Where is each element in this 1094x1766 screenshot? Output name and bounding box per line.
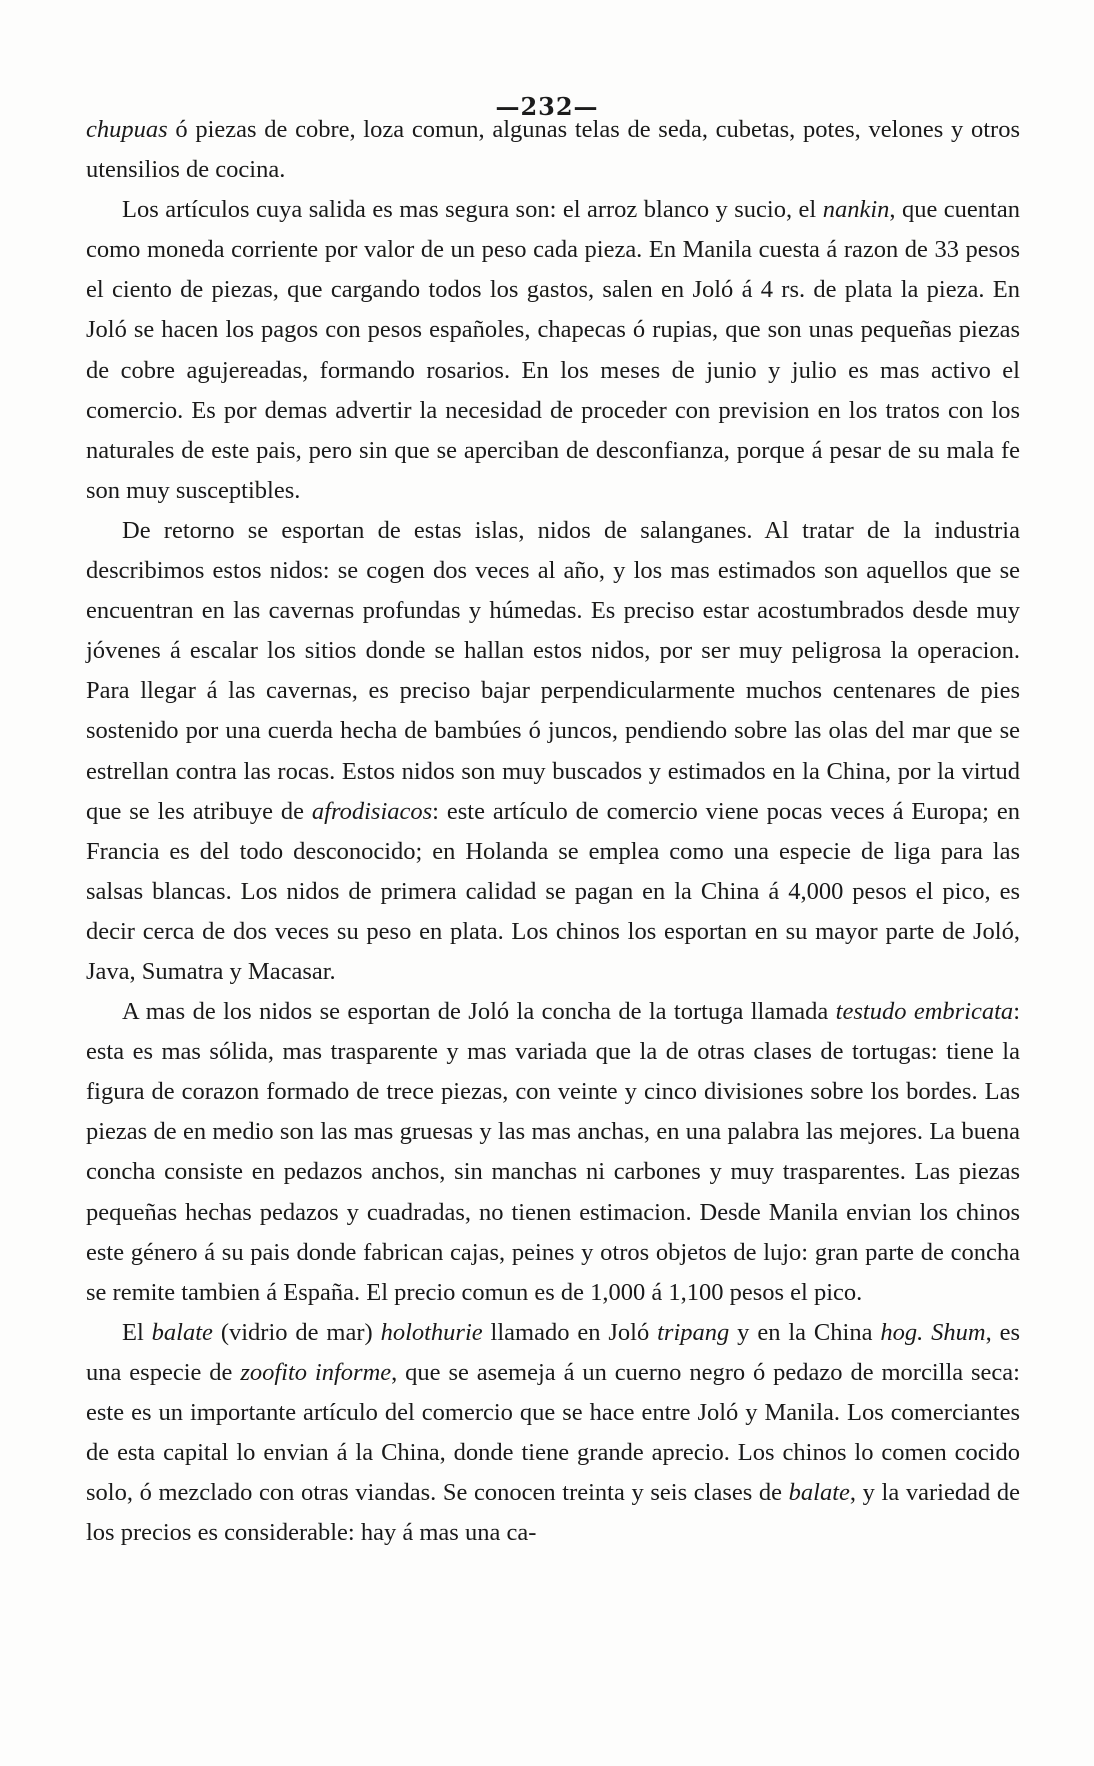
text-run: , y la variedad de los precios es considerable: hay á mas una ca- [86,1479,1020,1547]
italic-term: testudo embricata [835,998,1014,1026]
italic-term: nankin [822,196,890,224]
paragraph [86,190,1020,511]
text-run: llamado en Joló [482,1318,658,1346]
paragraph [86,511,1020,992]
text-run: : este artículo de comercio viene pocas veces á Europa; en Francia es del todo desconocido; en Holanda se emplea como una especie de liga para las salsas blancas. Los nidos de primera calidad se pagan en la China á 4,000 pesos el pico, es decir cerca de dos veces su peso en plata. Los chinos los esportan en su mayor parte de Joló, Java, Sumatra y Macasar. [86,797,1020,985]
text-run: A mas de los nidos se esportan de Joló la concha de la tortuga llamada [122,998,836,1026]
text-run: ó piezas de cobre, loza comun, algunas telas de seda, cubetas, potes, velones y otros utensilios de cocina. [86,116,1020,184]
text-run: El [122,1318,152,1346]
italic-term: hog. Shum [880,1318,986,1346]
italic-term: chupuas [86,116,168,143]
page-number: —232— [495,92,599,121]
text-run: , que cuentan como moneda corriente por valor de un peso cada pieza. En Manila cuesta á razon de 33 pesos el ciento de piezas, que cargando todos los gastos, salen en Joló á 4 rs. de plata la pieza. En Joló se hacen los pagos con pesos españoles, chapecas ó rupias, que son unas pequeñas piezas de cobre agujereadas, formando rosarios. En los meses de junio y julio es mas activo el comercio. Es por demas advertir la necesidad de proceder con prevision en los tratos con los naturales de este pais, pero sin que se aperciban de desconfianza, porque á pesar de su mala fe son muy susceptibles. [86,196,1020,504]
text-run: De retorno se esportan de estas islas, nidos de salanganes. Al tratar de la industria describimos estos nidos: se cogen dos veces al año, y los mas estimados son aquellos que se encuentran en las cavernas profundas y húmedas. Es preciso estar acostumbrados desde muy jóvenes á escalar los sitios donde se hallan estos nidos, por ser muy peligrosa la operacion. Para llegar á las cavernas, es preciso bajar perpendicularmente muchos centenares de pies sostenido por una cuerda hecha de bambúes ó juncos, pendiendo sobre las olas del mar que se estrellan contra las rocas. Estos nidos son muy buscados y estimados en la China, por la virtud que se les atribuye de [86,516,1020,825]
text-run: Los artículos cuya salida es mas segura son: el arroz blanco y sucio, el [122,196,823,224]
paragraph [86,110,1020,190]
italic-term: zoofito informe [240,1358,392,1386]
body-text [86,110,1020,1553]
text-run: , es una especie de [86,1318,1020,1386]
text-run: y en la China [729,1318,881,1346]
paragraph [86,1313,1020,1554]
italic-term: afrodisiacos [311,797,433,825]
italic-term: balate [151,1318,213,1346]
paragraph [86,992,1020,1313]
italic-term: tripang [657,1318,730,1346]
text-run: : esta es mas sólida, mas trasparente y mas variada que la de otras clases de tortugas: tiene la figura de corazon formado de trece piezas, con veinte y cinco divisiones sobre los bordes. Las piezas de en medio son las mas gruesas y las mas anchas, en una palabra las mejores. La buena concha consiste en pedazos anchos, sin manchas ni carbones y muy trasparentes. Las piezas pequeñas hechas pedazos y cuadradas, no tienen estimacion. Desde Manila envian los chinos este género á su pais donde fabrican cajas, peines y otros objetos de lujo: gran parte de concha se remite tambien á España. El precio comun es de 1,000 á 1,100 pesos el pico. [86,998,1020,1306]
text-run: (vidrio de mar) [212,1318,381,1346]
text-run: , que se asemeja á un cuerno negro ó pedazo de morcilla seca: este es un importante artículo del comercio que se hace entre Joló y Manila. Los comerciantes de esta capital lo envian á la China, donde tiene grande aprecio. Los chinos lo comen cocido solo, ó mezclado con otras viandas. Se conocen treinta y seis clases de [86,1358,1020,1507]
italic-term: holothurie [380,1318,483,1346]
italic-term: balate [788,1479,850,1507]
